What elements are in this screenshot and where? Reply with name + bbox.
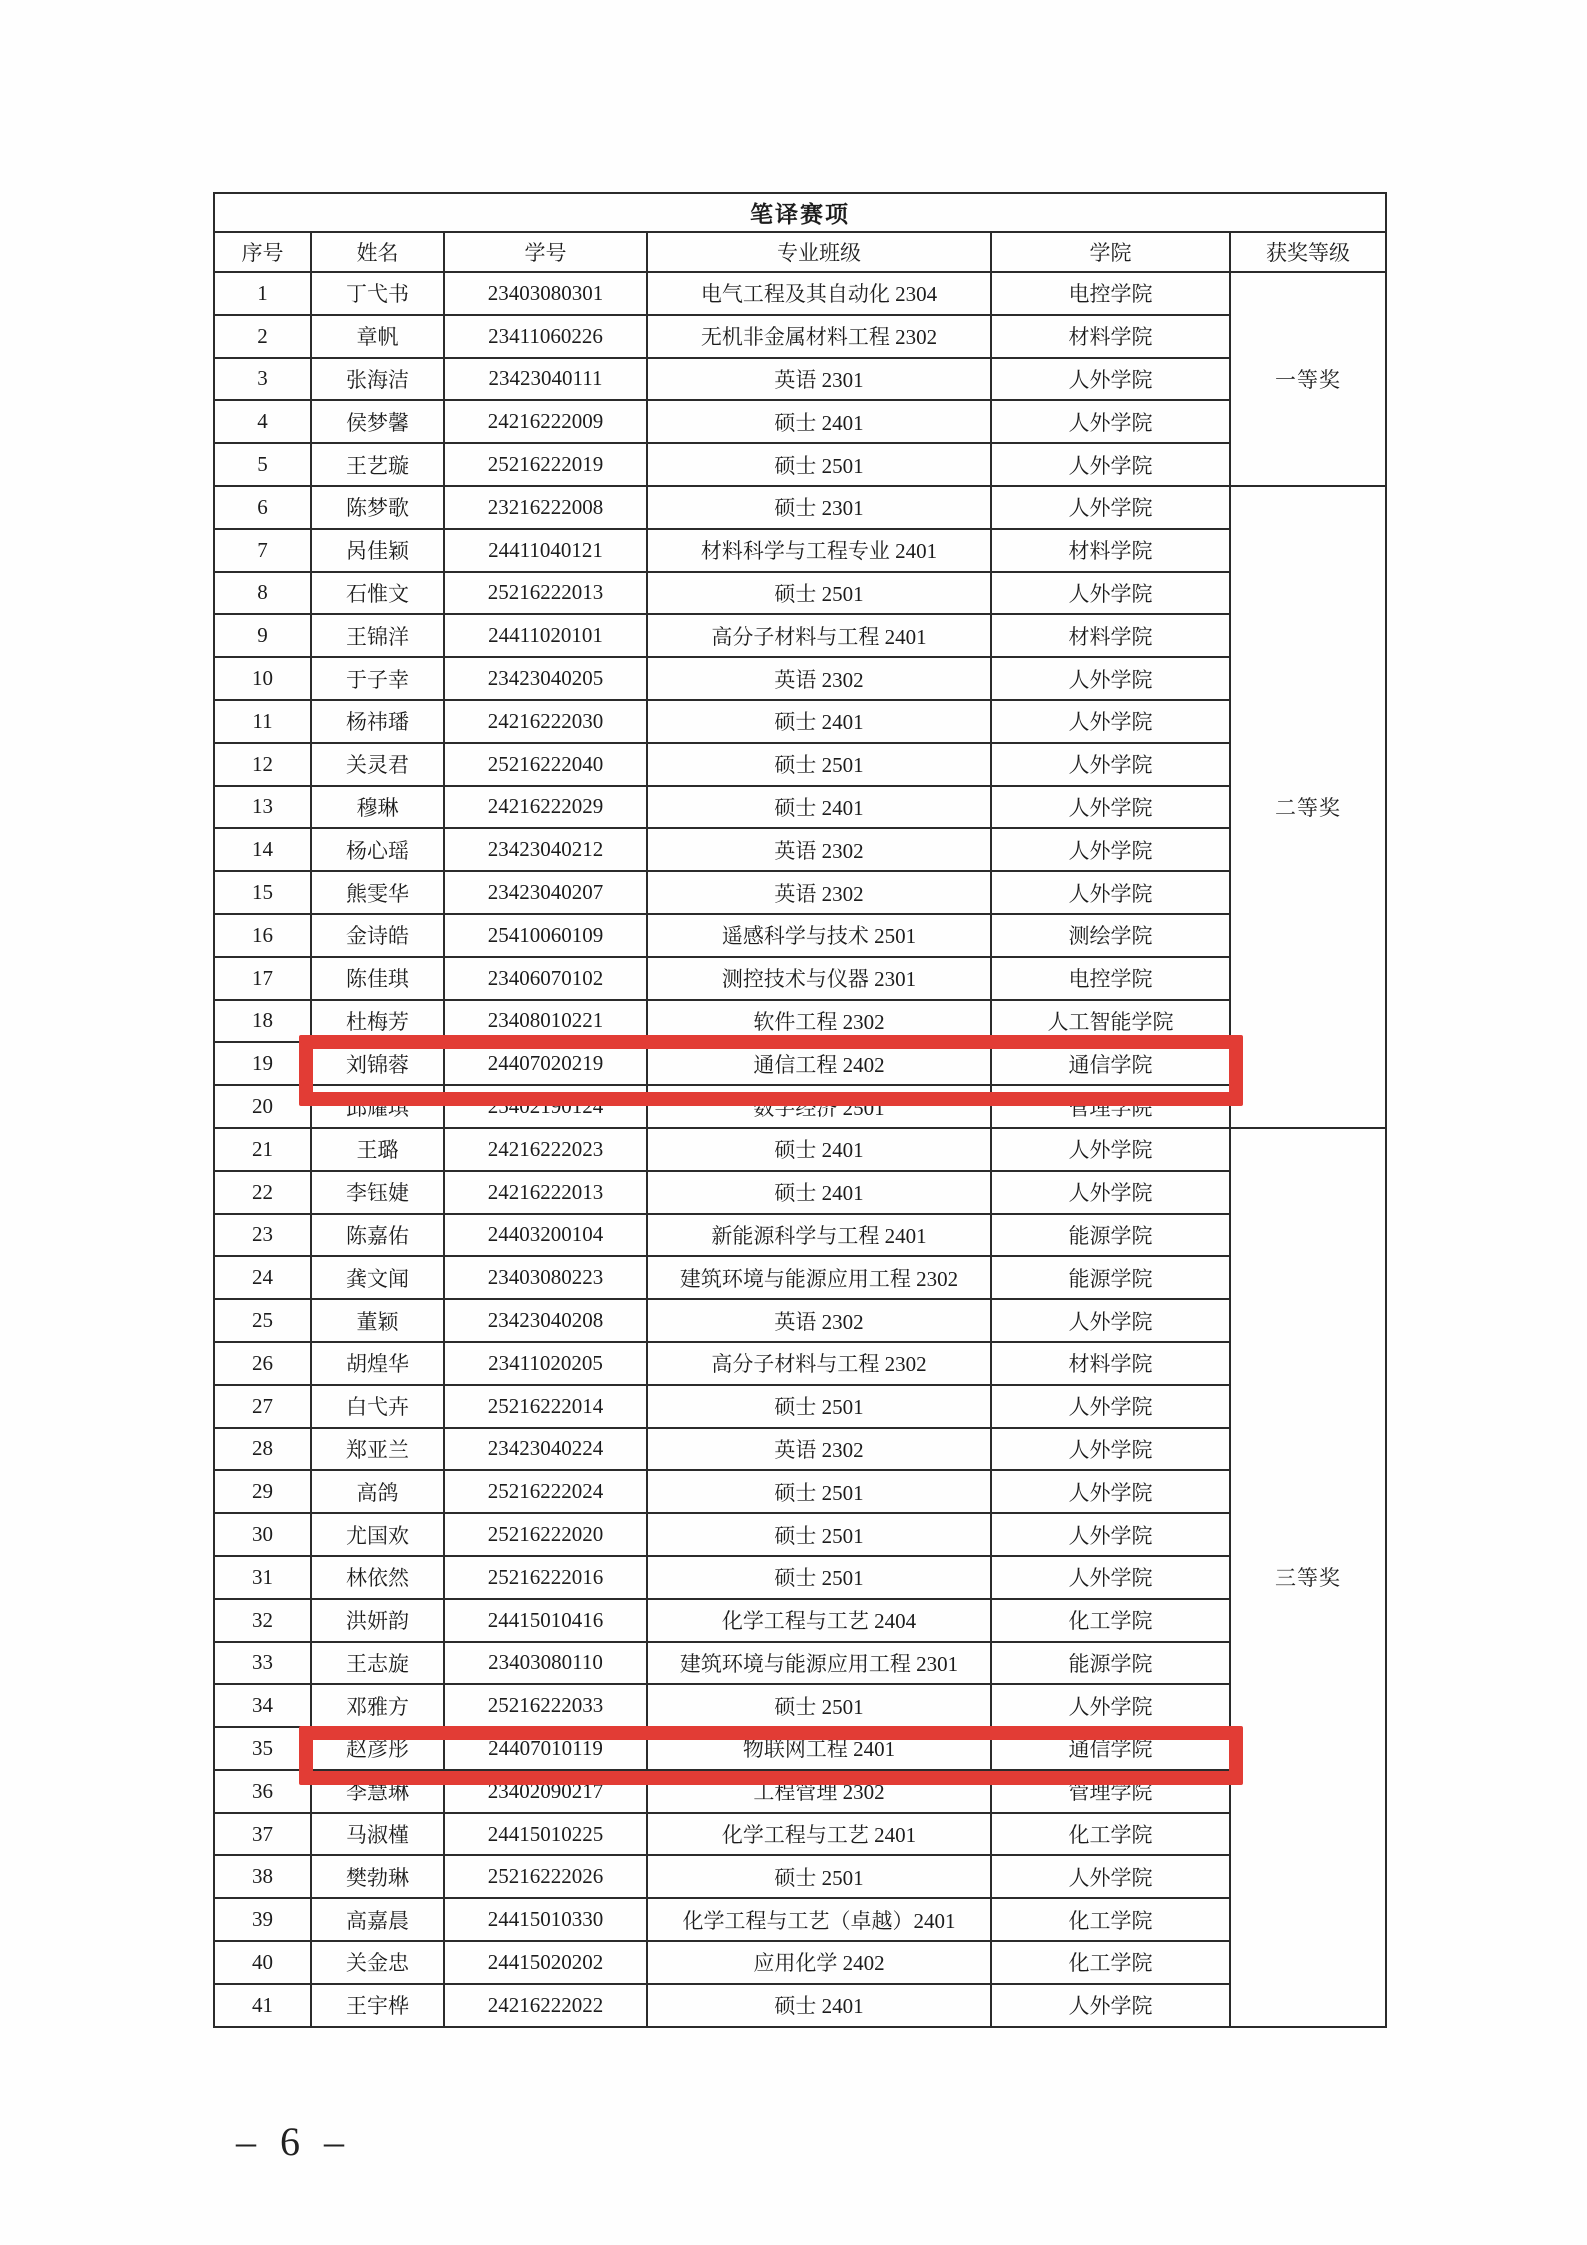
cell-name: 王艺璇	[311, 443, 444, 486]
cell-student-id: 23411060226	[444, 315, 647, 358]
table-row	[214, 1428, 1386, 1471]
table-row	[214, 828, 1386, 871]
cell-name: 王璐	[311, 1128, 444, 1171]
cell-no: 8	[214, 572, 311, 615]
award-grade-cell: 一等奖	[1230, 272, 1386, 486]
award-grade-cell: 二等奖	[1230, 486, 1386, 1128]
table-row	[214, 657, 1386, 700]
cell-student-id: 24415010416	[444, 1599, 647, 1642]
cell-major-class: 英语 2302	[647, 828, 991, 871]
cell-college: 化工学院	[991, 1813, 1230, 1856]
cell-student-id: 23423040205	[444, 657, 647, 700]
cell-name: 高嘉晨	[311, 1898, 444, 1941]
table-row	[214, 1042, 1386, 1085]
cell-major-class: 硕士 2501	[647, 1385, 991, 1428]
table-row	[214, 272, 1386, 315]
cell-major-class: 化学工程与工艺（卓越）2401	[647, 1898, 991, 1941]
cell-college: 人外学院	[991, 1513, 1230, 1556]
cell-student-id: 23423040208	[444, 1299, 647, 1342]
cell-student-id: 23423040207	[444, 871, 647, 914]
cell-no: 7	[214, 529, 311, 572]
cell-major-class: 电气工程及其自动化 2304	[647, 272, 991, 315]
cell-student-id: 23403080110	[444, 1642, 647, 1685]
table-row	[214, 957, 1386, 1000]
cell-college: 人工智能学院	[991, 1000, 1230, 1043]
cell-major-class: 硕士 2501	[647, 1855, 991, 1898]
cell-student-id: 25410060109	[444, 914, 647, 957]
cell-major-class: 测控技术与仪器 2301	[647, 957, 991, 1000]
table-row	[214, 743, 1386, 786]
cell-no: 31	[214, 1556, 311, 1599]
cell-major-class: 硕士 2401	[647, 786, 991, 829]
cell-student-id: 24415010330	[444, 1898, 647, 1941]
cell-college: 电控学院	[991, 957, 1230, 1000]
cell-name: 陈梦歌	[311, 486, 444, 529]
cell-college: 人外学院	[991, 1470, 1230, 1513]
cell-college: 电控学院	[991, 272, 1230, 315]
cell-no: 28	[214, 1428, 311, 1471]
cell-student-id: 24216222030	[444, 700, 647, 743]
cell-student-id: 25216222033	[444, 1684, 647, 1727]
column-header-no: 序号	[214, 232, 311, 272]
cell-college: 人外学院	[991, 1684, 1230, 1727]
cell-no: 19	[214, 1042, 311, 1085]
cell-college: 化工学院	[991, 1898, 1230, 1941]
cell-no: 25	[214, 1299, 311, 1342]
table-row	[214, 1128, 1386, 1171]
cell-college: 人外学院	[991, 1855, 1230, 1898]
cell-major-class: 英语 2302	[647, 871, 991, 914]
cell-no: 16	[214, 914, 311, 957]
cell-student-id: 24407020219	[444, 1042, 647, 1085]
cell-college: 人外学院	[991, 657, 1230, 700]
cell-major-class: 硕士 2501	[647, 743, 991, 786]
cell-name: 尤国欢	[311, 1513, 444, 1556]
cell-name: 石惟文	[311, 572, 444, 615]
cell-no: 5	[214, 443, 311, 486]
cell-no: 13	[214, 786, 311, 829]
cell-no: 3	[214, 358, 311, 401]
cell-student-id: 24411040121	[444, 529, 647, 572]
cell-no: 35	[214, 1727, 311, 1770]
cell-major-class: 无机非金属材料工程 2302	[647, 315, 991, 358]
cell-name: 王志旋	[311, 1642, 444, 1685]
cell-college: 人外学院	[991, 400, 1230, 443]
table-row	[214, 1085, 1386, 1128]
cell-student-id: 25216222016	[444, 1556, 647, 1599]
cell-major-class: 新能源科学与工程 2401	[647, 1214, 991, 1257]
cell-student-id: 23408010221	[444, 1000, 647, 1043]
cell-no: 22	[214, 1171, 311, 1214]
cell-no: 23	[214, 1214, 311, 1257]
table-row	[214, 358, 1386, 401]
cell-college: 人外学院	[991, 1556, 1230, 1599]
cell-no: 26	[214, 1342, 311, 1385]
cell-student-id: 23423040224	[444, 1428, 647, 1471]
cell-college: 管理学院	[991, 1770, 1230, 1813]
cell-major-class: 英语 2302	[647, 1299, 991, 1342]
cell-no: 36	[214, 1770, 311, 1813]
cell-no: 14	[214, 828, 311, 871]
cell-student-id: 25216222014	[444, 1385, 647, 1428]
cell-major-class: 硕士 2501	[647, 1470, 991, 1513]
table-row	[214, 1770, 1386, 1813]
cell-major-class: 化学工程与工艺 2404	[647, 1599, 991, 1642]
cell-no: 20	[214, 1085, 311, 1128]
cell-student-id: 24411020101	[444, 614, 647, 657]
cell-major-class: 英语 2302	[647, 657, 991, 700]
table-row	[214, 1813, 1386, 1856]
table-row	[214, 1000, 1386, 1043]
cell-name: 白弋卉	[311, 1385, 444, 1428]
table-row	[214, 1513, 1386, 1556]
table-row	[214, 1898, 1386, 1941]
cell-name: 章帆	[311, 315, 444, 358]
cell-student-id: 24216222023	[444, 1128, 647, 1171]
cell-student-id: 24216222009	[444, 400, 647, 443]
table-row	[214, 1599, 1386, 1642]
cell-major-class: 英语 2301	[647, 358, 991, 401]
cell-name: 于子幸	[311, 657, 444, 700]
cell-major-class: 建筑环境与能源应用工程 2301	[647, 1642, 991, 1685]
cell-no: 2	[214, 315, 311, 358]
cell-major-class: 硕士 2301	[647, 486, 991, 529]
table-row	[214, 1855, 1386, 1898]
table-row	[214, 1941, 1386, 1984]
cell-college: 材料学院	[991, 614, 1230, 657]
cell-no: 32	[214, 1599, 311, 1642]
cell-no: 1	[214, 272, 311, 315]
cell-name: 刘锦蓉	[311, 1042, 444, 1085]
cell-student-id: 23403080223	[444, 1256, 647, 1299]
table-row	[214, 1642, 1386, 1685]
cell-no: 6	[214, 486, 311, 529]
cell-student-id: 24216222013	[444, 1171, 647, 1214]
cell-no: 37	[214, 1813, 311, 1856]
cell-major-class: 英语 2302	[647, 1428, 991, 1471]
cell-college: 人外学院	[991, 700, 1230, 743]
cell-major-class: 软件工程 2302	[647, 1000, 991, 1043]
cell-college: 通信学院	[991, 1042, 1230, 1085]
table-title: 笔译赛项	[214, 193, 1386, 232]
cell-name: 胡煌华	[311, 1342, 444, 1385]
cell-no: 4	[214, 400, 311, 443]
cell-no: 39	[214, 1898, 311, 1941]
cell-name: 陈嘉佑	[311, 1214, 444, 1257]
table-row	[214, 786, 1386, 829]
cell-name: 龚文闻	[311, 1256, 444, 1299]
cell-student-id: 24403200104	[444, 1214, 647, 1257]
table-row	[214, 315, 1386, 358]
table-body	[214, 272, 1386, 2027]
table-row	[214, 871, 1386, 914]
cell-college: 能源学院	[991, 1214, 1230, 1257]
cell-college: 材料学院	[991, 529, 1230, 572]
cell-name: 熊雯华	[311, 871, 444, 914]
column-header-college: 学院	[991, 232, 1230, 272]
cell-college: 人外学院	[991, 871, 1230, 914]
cell-college: 人外学院	[991, 1428, 1230, 1471]
cell-college: 管理学院	[991, 1085, 1230, 1128]
cell-major-class: 应用化学 2402	[647, 1941, 991, 1984]
cell-major-class: 通信工程 2402	[647, 1042, 991, 1085]
cell-name: 金诗皓	[311, 914, 444, 957]
cell-name: 邱耀琪	[311, 1085, 444, 1128]
cell-name: 董颖	[311, 1299, 444, 1342]
cell-student-id: 25216222019	[444, 443, 647, 486]
cell-college: 化工学院	[991, 1941, 1230, 1984]
table-row	[214, 700, 1386, 743]
cell-student-id: 25216222013	[444, 572, 647, 615]
table-title-row	[214, 193, 1386, 232]
cell-college: 材料学院	[991, 1342, 1230, 1385]
table-row	[214, 1171, 1386, 1214]
cell-student-id: 25216222040	[444, 743, 647, 786]
cell-no: 17	[214, 957, 311, 1000]
cell-college: 人外学院	[991, 358, 1230, 401]
table-row	[214, 529, 1386, 572]
table-row	[214, 1984, 1386, 2027]
table-row	[214, 486, 1386, 529]
cell-major-class: 工程管理 2302	[647, 1770, 991, 1813]
cell-college: 能源学院	[991, 1642, 1230, 1685]
cell-name: 杨心瑶	[311, 828, 444, 871]
cell-college: 人外学院	[991, 1299, 1230, 1342]
cell-name: 关金忠	[311, 1941, 444, 1984]
cell-major-class: 硕士 2501	[647, 1684, 991, 1727]
cell-student-id: 23403080301	[444, 272, 647, 315]
cell-student-id: 24415020202	[444, 1941, 647, 1984]
table-row	[214, 572, 1386, 615]
cell-college: 人外学院	[991, 828, 1230, 871]
cell-no: 30	[214, 1513, 311, 1556]
cell-no: 12	[214, 743, 311, 786]
cell-major-class: 遥感科学与技术 2501	[647, 914, 991, 957]
cell-no: 33	[214, 1642, 311, 1685]
cell-name: 李慧琳	[311, 1770, 444, 1813]
cell-no: 15	[214, 871, 311, 914]
cell-student-id: 25216222026	[444, 1855, 647, 1898]
cell-major-class: 硕士 2401	[647, 1984, 991, 2027]
cell-no: 24	[214, 1256, 311, 1299]
cell-name: 洪妍韵	[311, 1599, 444, 1642]
cell-college: 人外学院	[991, 443, 1230, 486]
cell-student-id: 24216222022	[444, 1984, 647, 2027]
cell-no: 29	[214, 1470, 311, 1513]
cell-no: 18	[214, 1000, 311, 1043]
cell-no: 10	[214, 657, 311, 700]
cell-no: 11	[214, 700, 311, 743]
cell-college: 人外学院	[991, 743, 1230, 786]
cell-college: 人外学院	[991, 786, 1230, 829]
cell-student-id: 23423040212	[444, 828, 647, 871]
award-table	[213, 192, 1387, 2028]
table-row	[214, 1470, 1386, 1513]
cell-no: 34	[214, 1684, 311, 1727]
cell-no: 38	[214, 1855, 311, 1898]
cell-college: 化工学院	[991, 1599, 1230, 1642]
cell-name: 呙佳颖	[311, 529, 444, 572]
cell-name: 李钰婕	[311, 1171, 444, 1214]
table-row	[214, 1342, 1386, 1385]
cell-college: 人外学院	[991, 1171, 1230, 1214]
cell-college: 人外学院	[991, 1984, 1230, 2027]
column-header-award-grade: 获奖等级	[1230, 232, 1386, 272]
cell-no: 9	[214, 614, 311, 657]
cell-college: 通信学院	[991, 1727, 1230, 1770]
cell-name: 杜梅芳	[311, 1000, 444, 1043]
cell-student-id: 24216222029	[444, 786, 647, 829]
cell-major-class: 高分子材料与工程 2401	[647, 614, 991, 657]
award-grade-cell: 三等奖	[1230, 1128, 1386, 2027]
cell-name: 王锦洋	[311, 614, 444, 657]
cell-name: 王宇桦	[311, 1984, 444, 2027]
column-header-major-class: 专业班级	[647, 232, 991, 272]
cell-name: 张海洁	[311, 358, 444, 401]
table-row	[214, 1556, 1386, 1599]
page-number: – 6 –	[236, 2119, 351, 2164]
cell-major-class: 硕士 2501	[647, 1556, 991, 1599]
table-row	[214, 1727, 1386, 1770]
cell-student-id: 23423040111	[444, 358, 647, 401]
table-row	[214, 1385, 1386, 1428]
cell-student-id: 25216222024	[444, 1470, 647, 1513]
table-row	[214, 1299, 1386, 1342]
cell-college: 能源学院	[991, 1256, 1230, 1299]
cell-no: 27	[214, 1385, 311, 1428]
cell-major-class: 硕士 2401	[647, 1128, 991, 1171]
cell-major-class: 化学工程与工艺 2401	[647, 1813, 991, 1856]
cell-student-id: 23406070102	[444, 957, 647, 1000]
cell-name: 穆琳	[311, 786, 444, 829]
cell-major-class: 硕士 2501	[647, 572, 991, 615]
cell-name: 陈佳琪	[311, 957, 444, 1000]
cell-student-id: 25402190124	[444, 1085, 647, 1128]
cell-college: 测绘学院	[991, 914, 1230, 957]
cell-student-id: 23402090217	[444, 1770, 647, 1813]
cell-name: 赵彦彤	[311, 1727, 444, 1770]
table-row	[214, 443, 1386, 486]
table-row	[214, 400, 1386, 443]
cell-major-class: 硕士 2401	[647, 400, 991, 443]
cell-name: 杨祎璠	[311, 700, 444, 743]
cell-name: 樊勃琳	[311, 1855, 444, 1898]
cell-no: 21	[214, 1128, 311, 1171]
cell-no: 40	[214, 1941, 311, 1984]
cell-student-id: 24407010119	[444, 1727, 647, 1770]
table-row	[214, 1214, 1386, 1257]
cell-major-class: 硕士 2501	[647, 443, 991, 486]
cell-student-id: 23411020205	[444, 1342, 647, 1385]
column-header-student-id: 学号	[444, 232, 647, 272]
cell-name: 林依然	[311, 1556, 444, 1599]
table-row	[214, 614, 1386, 657]
cell-name: 关灵君	[311, 743, 444, 786]
column-header-name: 姓名	[311, 232, 444, 272]
cell-college: 人外学院	[991, 1128, 1230, 1171]
cell-major-class: 建筑环境与能源应用工程 2302	[647, 1256, 991, 1299]
table-header-row	[214, 232, 1386, 272]
cell-major-class: 物联网工程 2401	[647, 1727, 991, 1770]
table-row	[214, 914, 1386, 957]
cell-student-id: 24415010225	[444, 1813, 647, 1856]
cell-major-class: 数字经济 2501	[647, 1085, 991, 1128]
cell-major-class: 材料科学与工程专业 2401	[647, 529, 991, 572]
cell-college: 人外学院	[991, 1385, 1230, 1428]
table-row	[214, 1684, 1386, 1727]
cell-name: 马淑槿	[311, 1813, 444, 1856]
table-row	[214, 1256, 1386, 1299]
cell-student-id: 25216222020	[444, 1513, 647, 1556]
cell-name: 侯梦馨	[311, 400, 444, 443]
cell-name: 高鸽	[311, 1470, 444, 1513]
cell-college: 材料学院	[991, 315, 1230, 358]
cell-major-class: 硕士 2501	[647, 1513, 991, 1556]
cell-no: 41	[214, 1984, 311, 2027]
cell-major-class: 硕士 2401	[647, 1171, 991, 1214]
cell-name: 邓雅方	[311, 1684, 444, 1727]
cell-major-class: 高分子材料与工程 2302	[647, 1342, 991, 1385]
cell-college: 人外学院	[991, 486, 1230, 529]
cell-student-id: 23216222008	[444, 486, 647, 529]
cell-name: 丁弋书	[311, 272, 444, 315]
cell-major-class: 硕士 2401	[647, 700, 991, 743]
cell-name: 郑亚兰	[311, 1428, 444, 1471]
cell-college: 人外学院	[991, 572, 1230, 615]
